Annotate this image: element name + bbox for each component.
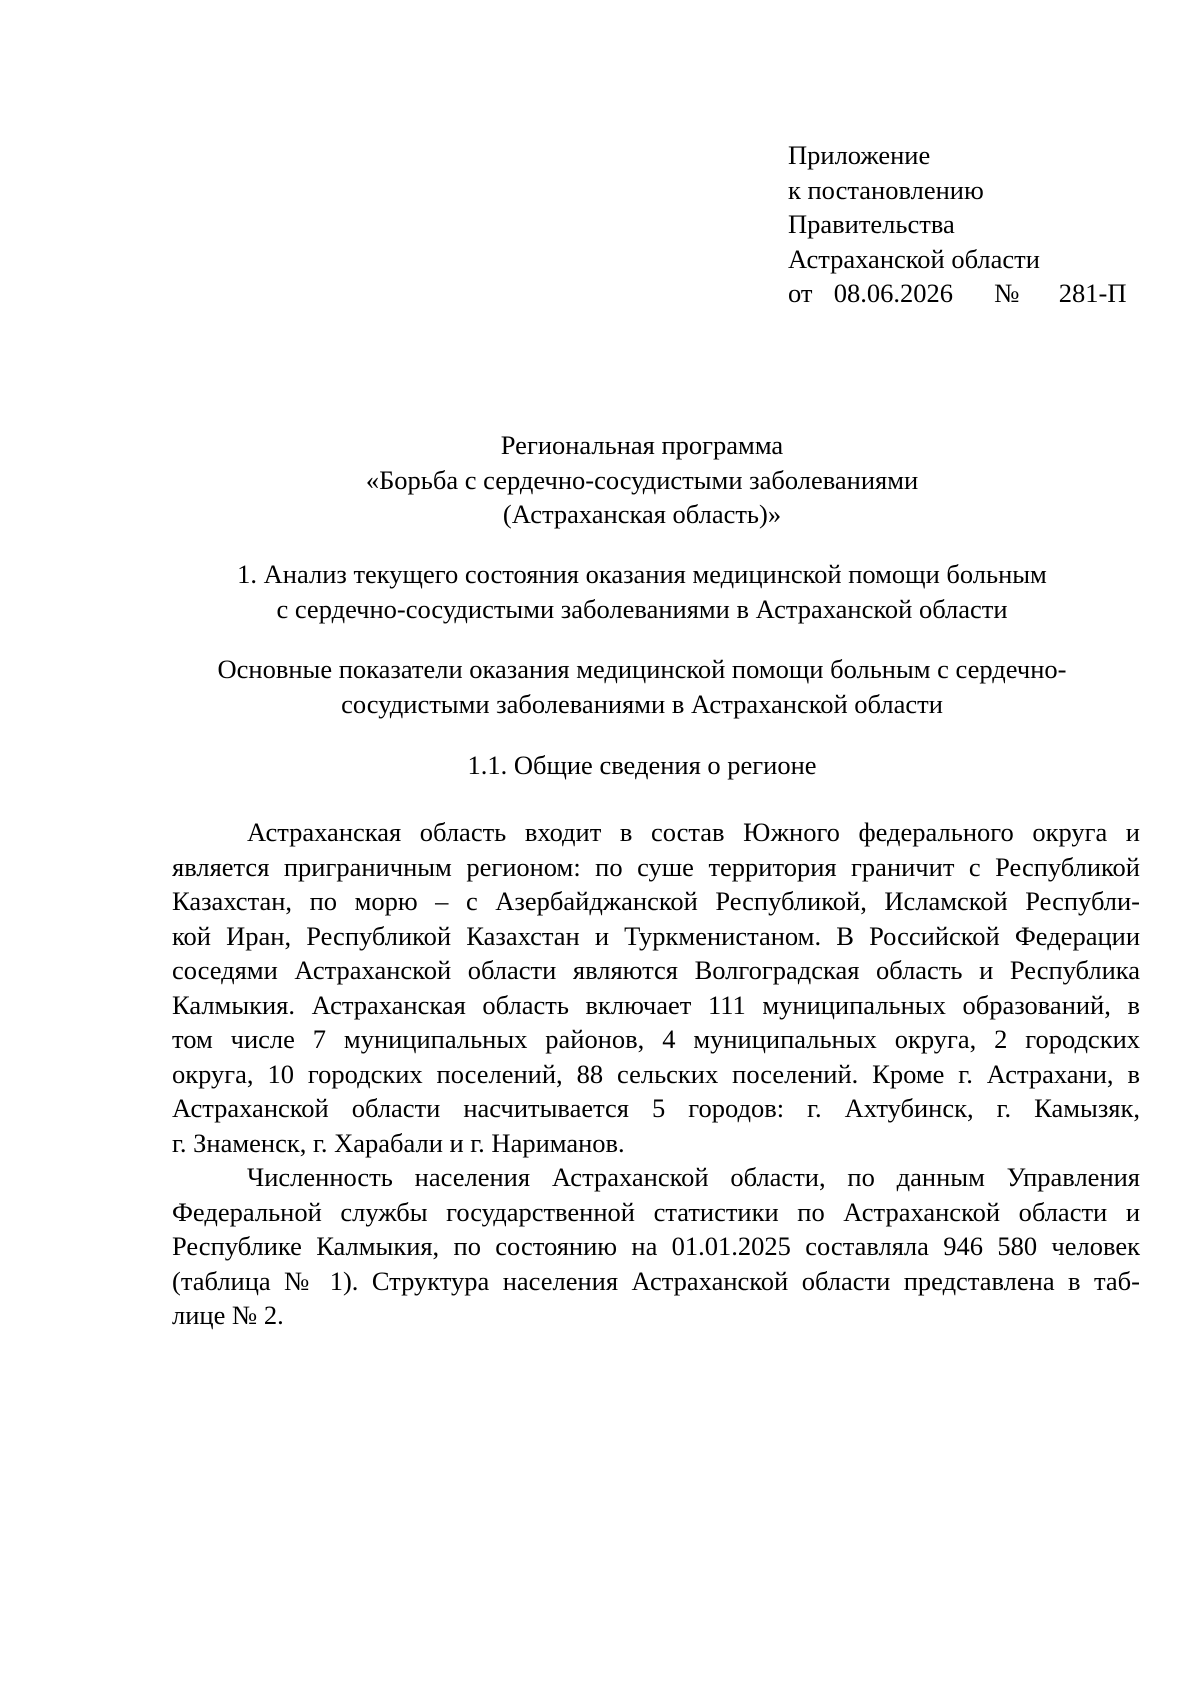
- section-heading-line: с сердечно-сосудистыми заболеваниями в Астраханской области: [276, 593, 1008, 624]
- number-sign: №: [994, 278, 1020, 308]
- section-heading: [172, 557, 1112, 626]
- text-line: Казахстан, по морю – с Азербайджанской Республикой, Исламской Республи-: [172, 886, 1140, 916]
- text-line: Численность населения Астраханской области, по данным Управления: [247, 1162, 1140, 1192]
- subsection-title: 1.1. Общие сведения о регионе: [467, 750, 817, 780]
- text-line: том числе 7 муниципальных районов, 4 муниципальных округа, 2 городских: [172, 1024, 1140, 1054]
- text-line: округа, 10 городских поселений, 88 сельских поселений. Кроме г. Астрахани, в: [172, 1058, 1140, 1089]
- resolution-number: 281-П: [1058, 278, 1127, 308]
- text-line: г. Знаменск, г. Харабали и г. Нариманов.: [172, 1127, 625, 1158]
- resolution-date: 08.06.2026: [833, 278, 953, 308]
- subheading: [172, 652, 1112, 721]
- body-text: [172, 815, 1140, 1333]
- appendix-line: Приложение: [788, 140, 931, 170]
- date-prefix: от: [788, 278, 813, 308]
- text-line: Республике Калмыкия, по состоянию на 01.01.2025 составляла 946 580 человек: [172, 1231, 1140, 1261]
- subsection-heading: [172, 748, 1112, 783]
- paragraph-region-info: [172, 815, 1140, 1160]
- title-line: «Борьба с сердечно-сосудистыми заболеваниями: [365, 464, 919, 495]
- text-line: Калмыкия. Астраханская область включает 111 муниципальных образований, в: [172, 989, 1140, 1020]
- text-line: Федеральной службы государственной статистики по Астраханской области и: [172, 1196, 1140, 1227]
- text-line: Астраханская область входит в состав Южного федерального округа и: [247, 817, 1140, 847]
- text-line: Астраханской области насчитывается 5 городов: г. Ахтубинск, г. Камызяк,: [172, 1093, 1140, 1123]
- appendix-line: Астраханской области: [788, 243, 1040, 274]
- text-line: кой Иран, Республикой Казахстан и Туркменистаном. В Российской Федерации: [172, 920, 1140, 951]
- appendix-header: [788, 138, 1127, 311]
- subheading-line: Основные показатели оказания медицинской помощи больным с сердечно-: [217, 654, 1067, 684]
- text-line: (таблица № 1). Структура населения Астраханской области представлена в таб-: [172, 1265, 1140, 1296]
- title-line: (Астраханская область)»: [502, 499, 782, 529]
- text-line: лице № 2.: [172, 1300, 284, 1330]
- text-line: является приграничным регионом: по суше территория граничит с Республикой: [172, 851, 1140, 882]
- subheading-line: сосудистыми заболеваниями в Астраханской области: [341, 688, 943, 719]
- appendix-line: к постановлению: [788, 174, 984, 205]
- appendix-line: Правительства: [788, 209, 955, 239]
- program-title: [172, 428, 1112, 532]
- title-line: Региональная программа: [500, 430, 784, 460]
- paragraph-population: [172, 1160, 1140, 1333]
- appendix-date-line: [788, 276, 1127, 311]
- section-heading-line: 1. Анализ текущего состояния оказания медицинской помощи больным: [237, 559, 1047, 589]
- text-line: соседями Астраханской области являются Волгоградская область и Республика: [172, 955, 1140, 985]
